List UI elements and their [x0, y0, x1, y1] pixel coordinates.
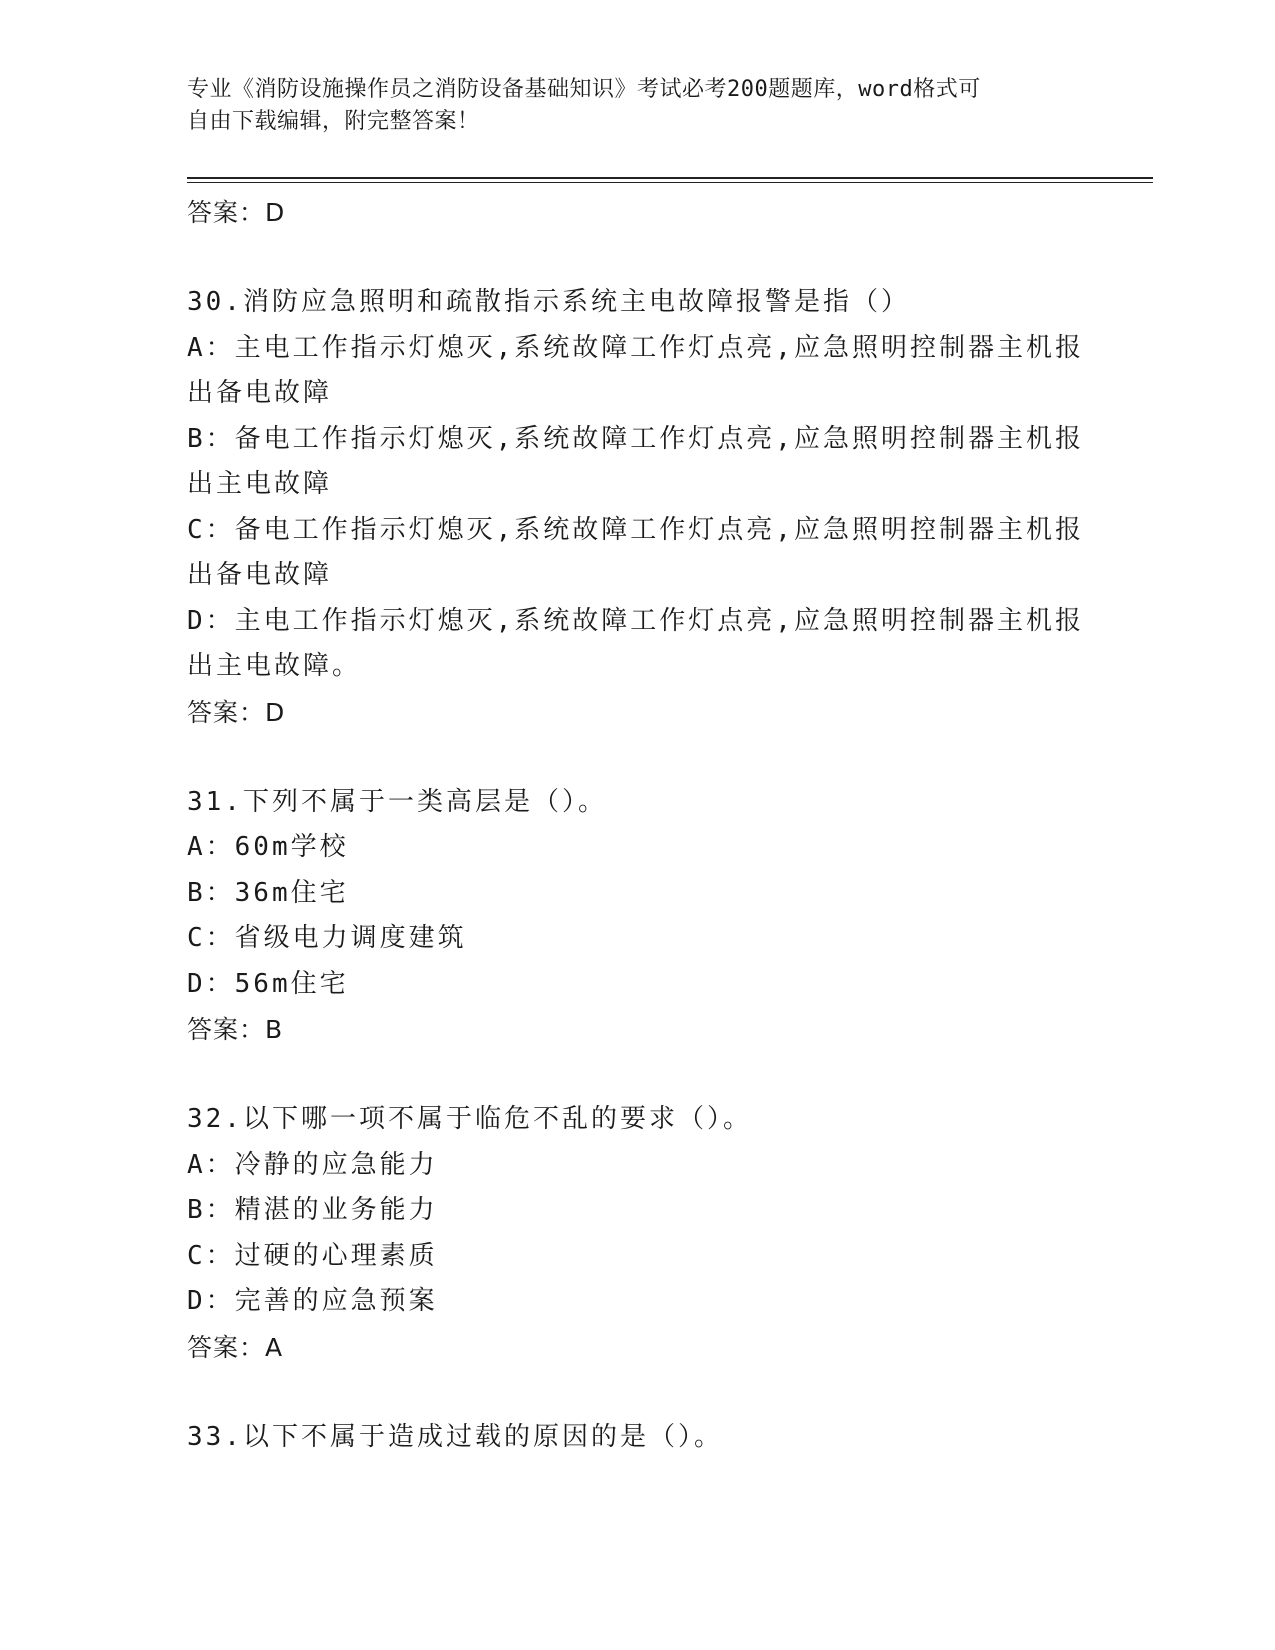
- question-33-text: 33.以下不属于造成过载的原因的是（）。: [187, 1421, 723, 1452]
- header-rule-thick: [187, 177, 1153, 179]
- spacer: [187, 236, 1087, 280]
- question-32-option-c: C：过硬的心理素质: [187, 1240, 438, 1271]
- question-32-answer: 答案：A: [187, 1332, 284, 1362]
- question-30-text: 30.消防应急照明和疏散指示系统主电故障报警是指（）: [187, 287, 910, 317]
- question-30-option-b-line-2: 出主电故障: [187, 469, 333, 499]
- spacer: [187, 1371, 1087, 1415]
- answer-29: 答案：D: [187, 198, 286, 227]
- question-list: [187, 190, 1087, 1460]
- question-30-option-b-line-1: B：备电工作指示灯熄灭,系统故障工作灯点亮,应急照明控制器主机报: [187, 423, 1084, 454]
- question-31-text: 31.下列不属于一类高层是（）。: [187, 786, 607, 817]
- question-30-option-a-line-1: A：主电工作指示灯熄灭,系统故障工作灯点亮,应急照明控制器主机报: [187, 332, 1084, 363]
- header-line-1: 专业《消防设施操作员之消防设备基础知识》考试必考200题题库，word格式可: [187, 77, 981, 102]
- question-30-option-d-line-1: D：主电工作指示灯熄灭,系统故障工作灯点亮,应急照明控制器主机报: [187, 605, 1084, 636]
- question-31: [187, 780, 1087, 1054]
- question-30-answer: 答案：D: [187, 697, 286, 727]
- question-31-option-c: C：省级电力调度建筑: [187, 923, 467, 953]
- question-31-answer: 答案：B: [187, 1015, 284, 1044]
- spacer: [187, 736, 1087, 780]
- question-30-option-c-line-2: 出备电故障: [187, 560, 333, 590]
- question-32: [187, 1097, 1087, 1371]
- header-line-2: 自由下载编辑，附完整答案！: [187, 109, 480, 134]
- question-32-text: 32.以下哪一项不属于临危不乱的要求（）。: [187, 1104, 752, 1134]
- document-header: [187, 74, 1067, 138]
- question-32-option-d: D：完善的应急预案: [187, 1286, 438, 1316]
- spacer: [187, 1053, 1087, 1097]
- question-31-option-b: B：36m住宅: [187, 877, 349, 908]
- question-30-option-a-line-2: 出备电故障: [187, 378, 333, 408]
- question-30-option-c-line-1: C：备电工作指示灯熄灭,系统故障工作灯点亮,应急照明控制器主机报: [187, 514, 1084, 545]
- question-32-option-a: A：冷静的应急能力: [187, 1149, 438, 1180]
- question-30-option-d-line-2: 出主电故障。: [187, 651, 362, 681]
- header-rule-thin: [187, 182, 1153, 183]
- question-31-option-a: A：60m学校: [187, 832, 349, 862]
- question-33: [187, 1415, 1087, 1461]
- question-32-option-b: B：精湛的业务能力: [187, 1195, 438, 1225]
- question-31-option-d: D：56m住宅: [187, 968, 349, 999]
- question-30: [187, 280, 1087, 736]
